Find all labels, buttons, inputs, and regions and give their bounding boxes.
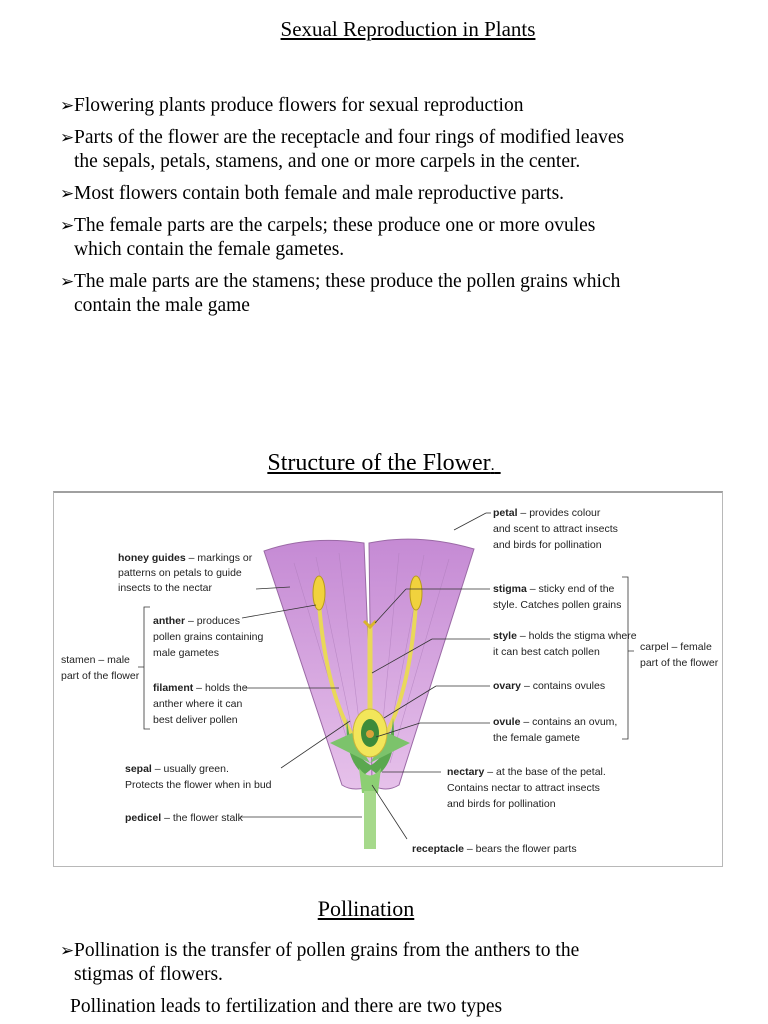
page-title: Sexual Reproduction in Plants	[280, 17, 536, 41]
list-item	[60, 94, 740, 118]
bullet-line: which contain the female gametes.	[74, 239, 345, 260]
bullet-line: Pollination is the transfer of pollen grains from the anthers to the	[74, 940, 580, 961]
nectary-label: nectary – at the base of the petal. Contains nectar to attract insects and birds for pollination	[447, 766, 606, 810]
pollination-text: Pollination leads to fertilization and there are two types	[70, 996, 503, 1017]
arrow-bullet-icon: ➢	[60, 272, 75, 292]
section-title-suffix: .	[490, 457, 495, 474]
list-item	[60, 939, 740, 987]
receptacle-label: receptacle – bears the flower parts	[412, 843, 577, 855]
honey-guides-label: honey guides – markings or patterns on petals to guide insects to the nectar	[118, 552, 253, 594]
flower-diagram	[53, 491, 723, 867]
list-item	[60, 182, 740, 206]
petal-label: petal – provides colour and scent to attract insects and birds for pollination	[493, 507, 618, 551]
bullet-line: The male parts are the stamens; these produce the pollen grains which	[74, 271, 621, 292]
bullet-line: Most flowers contain both female and male reproductive parts.	[74, 183, 565, 204]
stigma-label: stigma – sticky end of the style. Catches pollen grains	[493, 583, 622, 611]
bullet-line: The female parts are the carpels; these produce one or more ovules	[74, 215, 596, 236]
reproduction-bullet-list	[60, 94, 740, 318]
ovary-label: ovary – contains ovules	[493, 680, 606, 692]
arrow-bullet-icon: ➢	[60, 96, 75, 116]
arrow-bullet-icon: ➢	[60, 216, 75, 236]
bullet-line: Flowering plants produce flowers for sexual reproduction	[74, 95, 524, 116]
arrow-bullet-icon: ➢	[60, 128, 75, 148]
pollination-bullet-list	[60, 939, 740, 987]
bullet-line: stigmas of flowers.	[74, 964, 223, 985]
bullet-line: the sepals, petals, stamens, and one or more carpels in the center.	[74, 151, 581, 172]
bullet-line: Parts of the flower are the receptacle and four rings of modified leaves	[74, 127, 625, 148]
pedicel-shape	[364, 791, 376, 849]
filament-label: filament – holds the anther where it can best deliver pollen	[153, 682, 248, 726]
ovule-shape	[366, 730, 374, 738]
bullet-line: contain the male game	[74, 295, 250, 316]
list-item	[60, 270, 740, 318]
section-title-structure	[0, 450, 768, 477]
section-title-text: Structure of the Flower	[267, 450, 491, 476]
list-item	[60, 126, 740, 174]
section-title-pollination: Pollination	[317, 896, 415, 921]
carpel-label: carpel – female part of the flower	[640, 641, 719, 669]
anther-right-shape	[410, 576, 422, 610]
sepal-label: sepal – usually green. Protects the flower when in bud	[125, 763, 272, 791]
arrow-bullet-icon: ➢	[60, 941, 75, 961]
ovule-label: ovule – contains an ovum, the female gamete	[493, 716, 618, 744]
list-item	[60, 214, 740, 262]
style-label: style – holds the stigma where it can best catch pollen	[493, 630, 637, 658]
pedicel-label: pedicel – the flower stalk	[125, 812, 243, 824]
anther-label: anther – produces pollen grains containing male gametes	[153, 615, 264, 659]
arrow-bullet-icon: ➢	[60, 184, 75, 204]
stamen-label: stamen – male part of the flower	[61, 654, 140, 682]
